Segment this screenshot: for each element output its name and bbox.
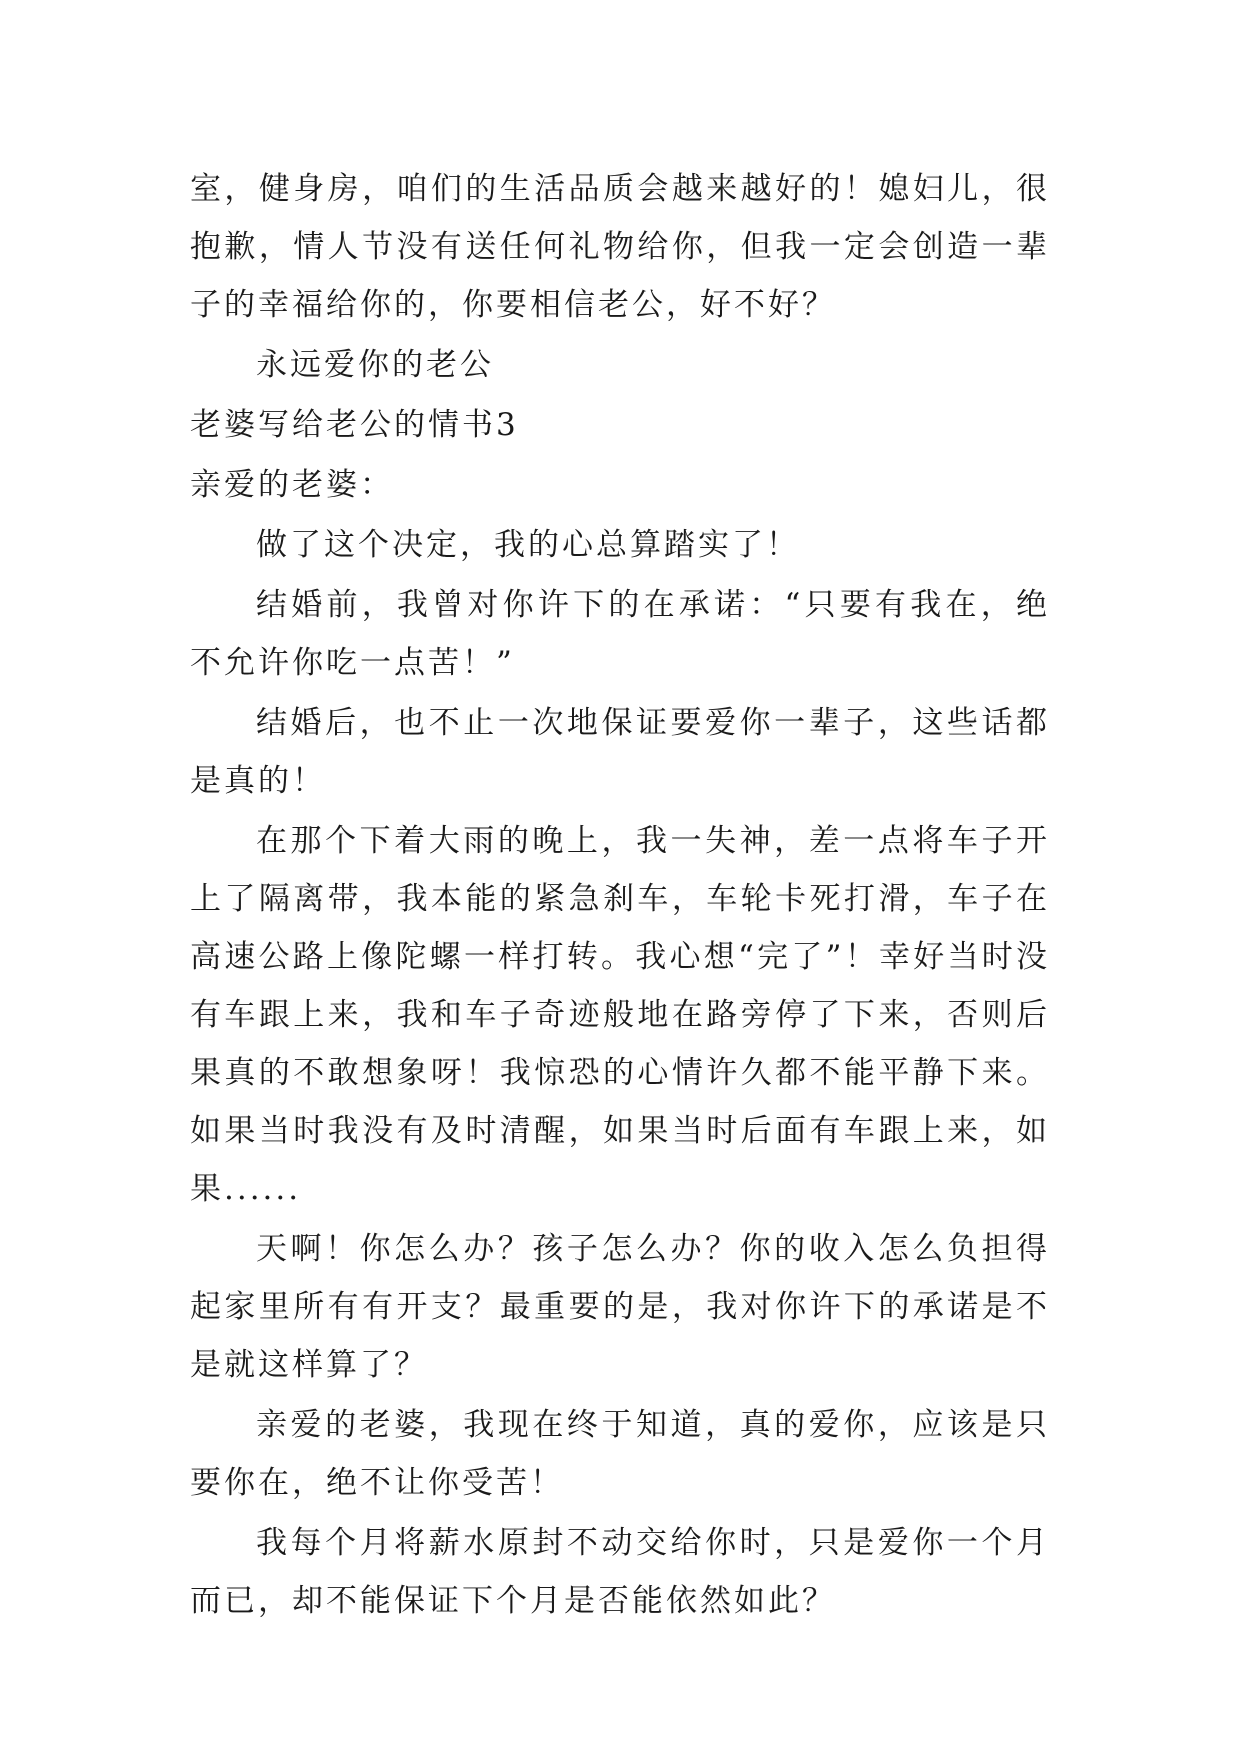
section-heading: 老婆写给老公的情书3 [190, 407, 519, 443]
salutation: 亲爱的老婆： [190, 467, 394, 503]
paragraph: 天啊！你怎么办？孩子怎么办？你的收入怎么负担得起家里所有有开支？最重要的是，我对你许下的承诺是不是就这样算了？ [190, 1231, 1050, 1383]
paragraph: 我每个月将薪水原封不动交给你时，只是爱你一个月而已，却不能保证下个月是否能依然如此？ [190, 1525, 1050, 1619]
paragraph: 做了这个决定，我的心总算踏实了！ [256, 527, 800, 563]
signature-line: 永远爱你的老公 [256, 347, 494, 383]
document-body [190, 160, 1050, 1632]
paragraph-continuation: 室，健身房，咱们的生活品质会越来越好的！媳妇儿，很抱歉，情人节没有送任何礼物给你，但我一定会创造一辈子的幸福给你的，你要相信老公，好不好？ [190, 171, 1050, 323]
paragraph: 亲爱的老婆，我现在终于知道，真的爱你，应该是只要你在，绝不让你受苦！ [190, 1407, 1050, 1501]
paragraph: 结婚前，我曾对你许下的在承诺：“只要有我在，绝不允许你吃一点苦！” [190, 587, 1050, 681]
paragraph: 结婚后，也不止一次地保证要爱你一辈子，这些话都是真的！ [190, 705, 1050, 799]
paragraph: 在那个下着大雨的晚上，我一失神，差一点将车子开上了隔离带，我本能的紧急刹车，车轮卡死打滑，车子在高速公路上像陀螺一样打转。我心想“完了”！幸好当时没有车跟上来，我和车子奇迹般地在路旁停了下来，否则后果真的不敢想象呀！我惊恐的心情许久都不能平静下来。如果当时我没有及时清醒，如果当时后面有车跟上来，如果...... [190, 823, 1050, 1207]
